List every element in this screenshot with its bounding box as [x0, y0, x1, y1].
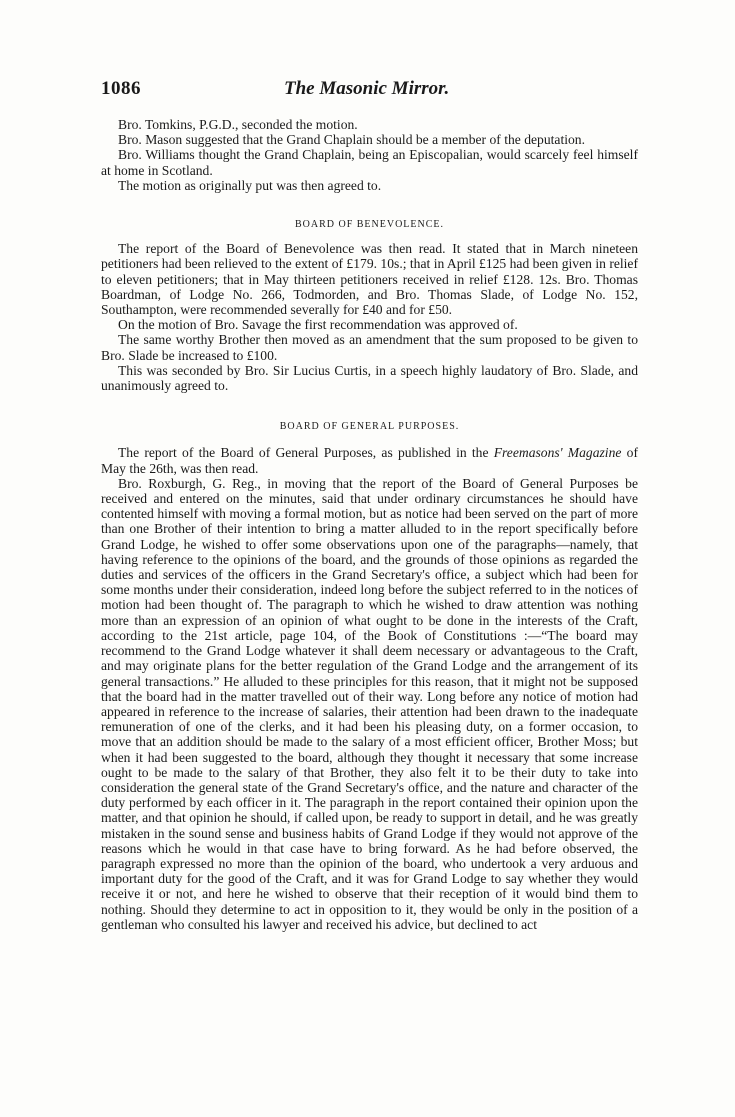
paragraph: The report of the Board of Benevolence was then read. It stated that in March nineteen petitioners had been relieved to the extent of £179. 10s.; that in April £125 had been given in relief to eleven petitioners; that in May thirteen petitioners received in relief £128. 12s. Bro. Thomas Boardman, of Lodge No. 266, Todmorden, and Bro. Thomas Slade, of Lodge No. 152, Southampton, were recommended severally for £40 and for £50.: [101, 241, 638, 318]
paragraph: Bro. Williams thought the Grand Chaplain, being an Episcopalian, would scarcely feel himself at home in Scotland.: [101, 147, 638, 178]
paragraph-text: of May the 26th, was then read.: [101, 445, 638, 476]
paragraph: This was seconded by Bro. Sir Lucius Curtis, in a speech highly laudatory of Bro. Slade, and unanimously agreed to.: [101, 362, 638, 394]
paragraph: Bro. Mason suggested that the Grand Chaplain should be a member of the deputation.: [118, 132, 585, 148]
running-title: The Masonic Mirror.: [284, 78, 450, 99]
section-heading-benevolence: BOARD OF BENEVOLENCE.: [294, 219, 445, 231]
paragraph: The same worthy Brother then moved as an amendment that the sum proposed to be given to Bro. Slade be increased to £100.: [101, 332, 638, 363]
section-heading-general-purposes: BOARD OF GENERAL PURPOSES.: [279, 421, 460, 433]
paragraph-text: The report of the Board of General Purposes, as published in the: [118, 445, 494, 461]
article-body: [101, 117, 638, 932]
page-header: [101, 78, 641, 108]
paragraph: The motion as originally put was then agreed to.: [118, 177, 382, 193]
paragraph: Bro. Roxburgh, G. Reg., in moving that the report of the Board of General Purposes be received and entered on the minutes, said that under ordinary circumstances he should have contented himself with moving a formal motion, but as notice had been served on the part of more than one Brother of their intention to bring a matter alluded to in the report specifically before Grand Lodge, he wished to offer some observations upon one of the paragraphs—namely, that having reference to the opinions of the board, and the grounds of those opinions as regarded the duties and services of the officers in the Grand Secretary's office, a subject which had been for some months under their consideration, indeed long before the subject referred to in the notices of motion had been thought of. The paragraph to which he wished to draw attention was nothing more than an expression of an opinion of what ought to be done in the interests of the Craft, according to the 21st article, page 104, of the Book of Constitutions :—“The board may recommend to the Grand Lodge whatever it shall deem necessary or advantageous to the Craft, and may originate plans for the better regulation of the Grand Lodge and the arrangement of its general transactions.” He alluded to these principles for this reason, that it might not be supposed that the board had in the matter travelled out of their way. Long before any notice of motion had appeared in reference to the increase of salaries, their attention had been drawn to the inadequate remuneration of one of the clerks, and it had been his pleasing duty, on a former occasion, to move that an addition should be made to the salary of a most efficient officer, Brother Moss; but when it had been suggested to the board, although they thought it necessary that some increase ought to be made to the salary of that Brother, they also felt it to be their duty to take into consideration the general state of the Grand Secretary's office, and the nature and character of the duty performed by each officer in it. The paragraph in the report contained their opinion upon the matter, and that opinion he should, if called upon, be ready to support in detail, and he was greatly mistaken in the sound sense and business habits of Grand Lodge if they would not approve of the reasons which he would in that case have to bring forward. As he had before observed, the paragraph expressed no more than the opinion of the board, who undertook a very arduous and important duty for the good of the Craft, and it was for Grand Lodge to say whether they would receive it or not, and here he wished to observe that their reception of it would bind them to nothing. Should they determine to act in opposition to it, they would be only in the position of a gentleman who consulted his lawyer and received his advice, but declined to act: [101, 475, 638, 932]
publication-title: Freemasons' Magazine: [493, 445, 622, 461]
paragraph: [101, 445, 638, 475]
page-number: 1086: [101, 78, 141, 99]
paragraph: Bro. Tomkins, P.G.D., seconded the motion.: [118, 117, 358, 132]
paragraph: On the motion of Bro. Savage the first recommendation was approved of.: [118, 317, 518, 333]
